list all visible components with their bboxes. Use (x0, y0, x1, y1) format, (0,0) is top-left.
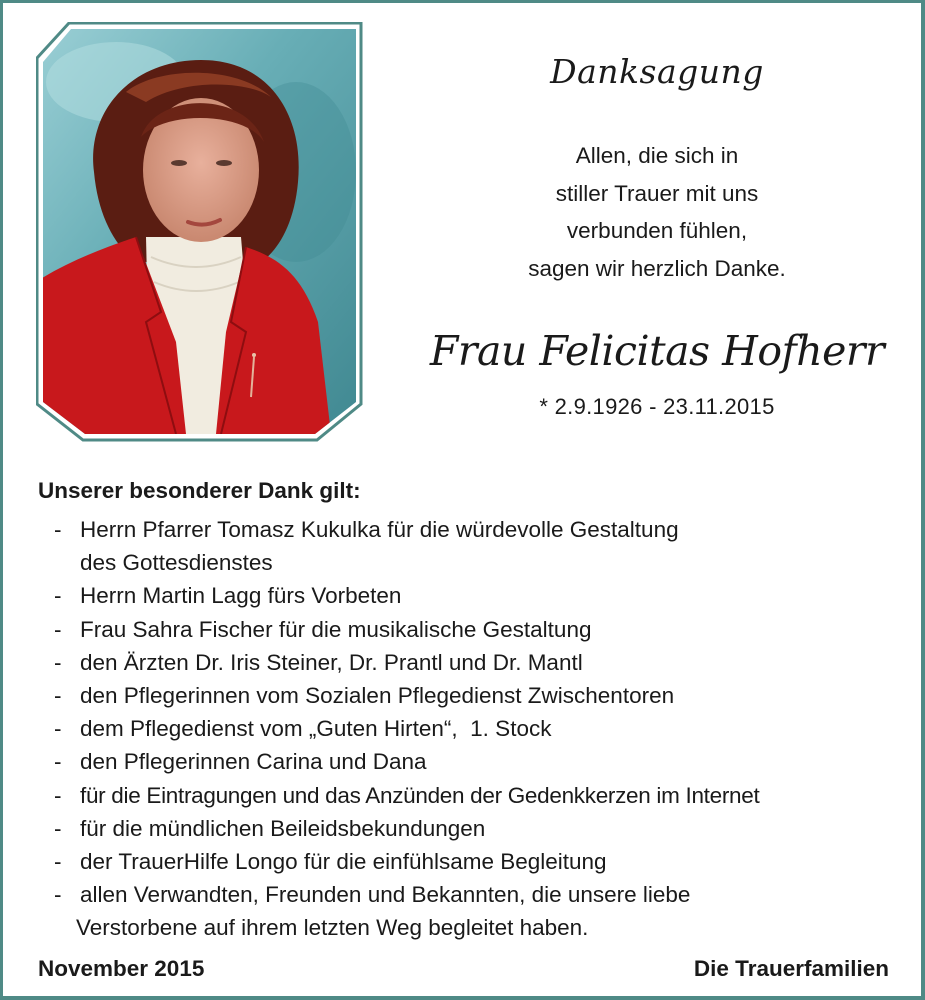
deceased-name: Frau Felicitas Hofherr (429, 327, 885, 375)
dash-bullet: - (54, 749, 62, 775)
list-item-text: den Ärzten Dr. Iris Steiner, Dr. Prantl und Dr. Mantl (80, 649, 583, 675)
life-dates: * 2.9.1926 - 23.11.2015 (539, 394, 775, 419)
dash-bullet: - (54, 815, 62, 841)
dash-bullet: - (54, 882, 62, 908)
portrait-photo (36, 22, 363, 442)
list-item (54, 712, 914, 745)
list-item-text: Frau Sahra Fischer für die musikalische Gestaltung (80, 616, 592, 642)
list-item-text: für die Eintragungen und das Anzünden der Gedenkkerzen im Internet (80, 782, 760, 808)
list-item (54, 579, 914, 612)
list-item-text: den Pflegerinnen Carina und Dana (80, 749, 427, 775)
list-item-text: für die mündlichen Beileidsbekundungen (80, 815, 486, 841)
list-item (54, 745, 914, 778)
footer-signature: Die Trauerfamilien (693, 956, 889, 981)
list-item-text: der TrauerHilfe Longo für die einfühlsame Begleitung (80, 849, 607, 875)
list-item-text: des Gottesdienstes (80, 550, 273, 576)
list-item (54, 513, 914, 579)
list-item (54, 679, 914, 712)
verse-line: sagen wir herzlich Danke. (528, 255, 786, 281)
verse-line: Allen, die sich in (575, 143, 739, 168)
list-item (54, 613, 914, 646)
thanks-list (54, 513, 914, 945)
thank-you-verse (440, 137, 874, 287)
thanks-heading: Unserer besonderer Dank gilt: (38, 478, 361, 503)
dash-bullet: - (54, 583, 62, 609)
dash-bullet: - (54, 616, 62, 642)
list-item-text: den Pflegerinnen vom Sozialen Pflegedienst Zwischentoren (80, 683, 675, 709)
list-item (54, 646, 914, 679)
list-item-text: allen Verwandten, Freunden und Bekannten, die unsere liebe (80, 882, 691, 908)
page-title: Danksagung (550, 52, 764, 91)
list-item-text: Herrn Martin Lagg fürs Vorbeten (80, 583, 402, 609)
list-item (54, 878, 914, 944)
dash-bullet: - (54, 517, 62, 542)
dash-bullet: - (54, 782, 62, 808)
dash-bullet: - (54, 683, 62, 709)
portrait-frame (36, 22, 363, 442)
list-item (54, 845, 914, 878)
list-item (54, 812, 914, 845)
dash-bullet: - (54, 716, 62, 742)
footer-date: November 2015 (38, 956, 205, 981)
list-item (54, 779, 914, 812)
verse-line: verbunden fühlen, (566, 218, 748, 243)
list-item-text: Verstorbene auf ihrem letzten Weg begleitet haben. (76, 915, 589, 941)
list-item-text: Herrn Pfarrer Tomasz Kukulka für die würdevolle Gestaltung (80, 517, 679, 542)
list-item-text: dem Pflegedienst vom „Guten Hirten“, 1. Stock (80, 716, 552, 742)
dash-bullet: - (54, 849, 62, 875)
verse-line: stiller Trauer mit uns (555, 180, 759, 206)
dash-bullet: - (54, 649, 62, 675)
